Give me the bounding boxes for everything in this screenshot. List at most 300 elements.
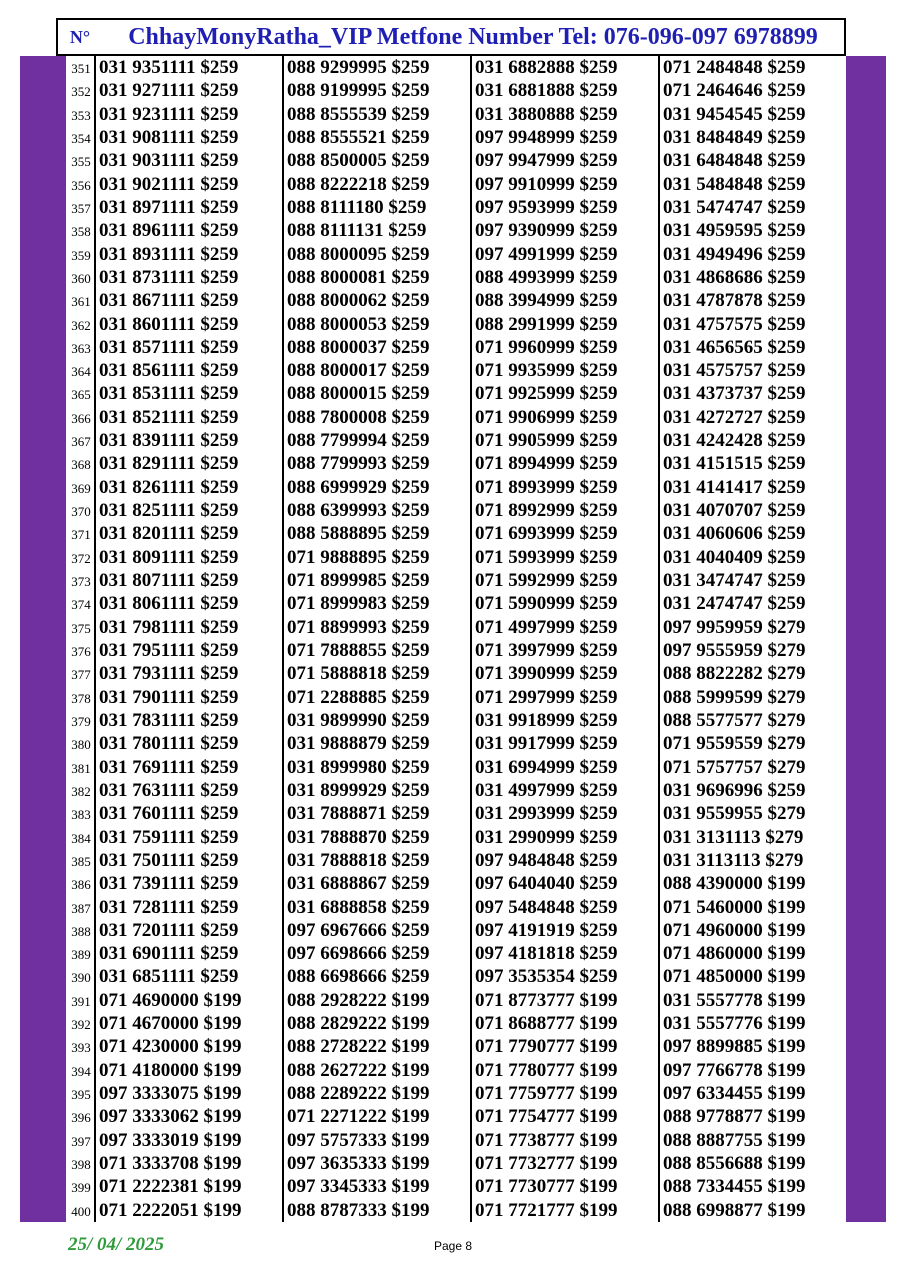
phone-number-cell: 031 5557778 $199 (663, 989, 806, 1011)
row-number: 380 (71, 737, 91, 753)
row-number: 369 (71, 480, 91, 496)
phone-number-cell: 031 9031111 $259 (99, 150, 239, 172)
row-number: 389 (71, 947, 91, 963)
phone-number-cell: 031 6888858 $259 (287, 896, 430, 918)
phone-number-cell: 031 9271111 $259 (99, 80, 239, 102)
table-row (66, 266, 846, 289)
phone-number-cell: 097 9555959 $279 (663, 640, 806, 661)
row-number: 373 (71, 574, 91, 590)
phone-number-cell: 071 2222051 $199 (99, 1199, 242, 1221)
phone-number-cell: 097 9484848 $259 (475, 849, 618, 871)
phone-number-cell: 071 9960999 $259 (475, 336, 618, 358)
phone-number-cell: 031 8971111 $259 (99, 196, 239, 218)
phone-number-cell: 031 8261111 $259 (99, 476, 239, 498)
row-number: 393 (71, 1040, 91, 1056)
phone-number-cell: 031 9454545 $259 (663, 103, 806, 125)
table-row (66, 149, 846, 172)
phone-number-cell: 031 8061111 $259 (99, 593, 239, 615)
table-row (66, 359, 846, 382)
phone-number-cell: 097 4191919 $259 (475, 919, 618, 941)
phone-number-cell: 097 9390999 $259 (475, 220, 618, 242)
column-divider (470, 56, 472, 1222)
phone-number-cell: 071 2222381 $199 (99, 1176, 242, 1198)
phone-number-cell: 097 9959959 $279 (663, 616, 806, 638)
phone-number-cell: 097 3345333 $199 (287, 1176, 430, 1198)
row-number: 358 (71, 224, 91, 240)
phone-number-cell: 071 9888895 $259 (287, 546, 430, 568)
phone-number-cell: 088 2928222 $199 (287, 989, 430, 1011)
table-row (66, 989, 846, 1012)
table-row (66, 196, 846, 219)
phone-number-cell: 088 8000015 $259 (287, 383, 430, 405)
phone-number-cell: 071 4997999 $259 (475, 616, 618, 638)
table-row (66, 686, 846, 709)
phone-number-cell: 031 8961111 $259 (99, 220, 239, 242)
phone-number-cell: 071 4860000 $199 (663, 943, 806, 965)
row-number: 364 (71, 364, 91, 380)
table-row (66, 313, 846, 336)
phone-number-cell: 071 5992999 $259 (475, 570, 618, 592)
row-number: 360 (71, 270, 91, 286)
phone-number-cell: 071 4690000 $199 (99, 989, 242, 1011)
column-divider (658, 56, 660, 1222)
row-number: 362 (71, 317, 91, 333)
phone-number-cell: 031 7888871 $259 (287, 803, 430, 825)
row-number: 363 (71, 340, 91, 356)
phone-number-cell: 097 4181818 $259 (475, 943, 618, 965)
phone-number-cell: 088 8555521 $259 (287, 126, 430, 148)
phone-number-cell: 088 7799994 $259 (287, 430, 430, 452)
phone-number-cell: 071 8999985 $259 (287, 570, 430, 592)
phone-number-cell: 031 7631111 $259 (99, 779, 239, 801)
table-row (66, 406, 846, 429)
phone-number-cell: 031 7691111 $259 (99, 756, 239, 778)
phone-number-cell: 031 3113113 $279 (663, 849, 804, 871)
phone-number-cell: 088 8822282 $279 (663, 663, 806, 685)
phone-number-cell: 031 9918999 $259 (475, 709, 618, 731)
phone-number-cell: 071 5460000 $199 (663, 896, 806, 918)
table-row (66, 1035, 846, 1058)
phone-number-cell: 031 8521111 $259 (99, 406, 239, 428)
page-title: ChhayMonyRatha_VIP Metfone Number Tel: 076-096-097 6978899 (128, 23, 818, 50)
phone-number-cell: 071 2997999 $259 (475, 686, 618, 708)
phone-number-cell: 031 8999929 $259 (287, 779, 430, 801)
phone-number-cell: 031 9081111 $259 (99, 126, 239, 148)
table-row (66, 429, 846, 452)
table-row (66, 1175, 846, 1198)
phone-number-cell: 071 7754777 $199 (475, 1106, 618, 1128)
phone-number-cell: 031 7501111 $259 (99, 849, 239, 871)
row-number: 400 (71, 1203, 91, 1219)
phone-number-cell: 088 8000053 $259 (287, 313, 430, 335)
table-row (66, 849, 846, 872)
phone-number-cell: 097 7766778 $199 (663, 1059, 806, 1081)
row-number: 374 (71, 597, 91, 613)
number-table (66, 56, 846, 1222)
phone-number-cell: 071 7888855 $259 (287, 640, 430, 661)
phone-number-cell: 031 4141417 $259 (663, 476, 806, 498)
row-number: 376 (71, 644, 91, 659)
phone-number-cell: 071 8994999 $259 (475, 453, 618, 475)
table-row (66, 546, 846, 569)
phone-number-cell: 031 8531111 $259 (99, 383, 239, 405)
row-number: 375 (71, 620, 91, 636)
phone-number-cell: 071 2464646 $259 (663, 80, 806, 102)
phone-number-cell: 031 7888818 $259 (287, 849, 430, 871)
phone-number-cell: 031 7901111 $259 (99, 686, 239, 708)
phone-number-cell: 071 7738777 $199 (475, 1129, 618, 1151)
table-row (66, 732, 846, 755)
phone-number-cell: 031 4040409 $259 (663, 546, 806, 568)
table-row (66, 289, 846, 312)
phone-number-cell: 071 7730777 $199 (475, 1176, 618, 1198)
row-number: 395 (71, 1087, 91, 1103)
column-divider (282, 56, 284, 1222)
row-number: 371 (71, 527, 91, 543)
phone-number-cell: 031 8601111 $259 (99, 313, 239, 335)
phone-number-cell: 031 8071111 $259 (99, 570, 239, 592)
row-number: 378 (71, 690, 91, 706)
phone-number-cell: 088 4993999 $259 (475, 266, 618, 288)
table-row (66, 56, 846, 79)
table-row (66, 219, 846, 242)
phone-number-cell: 088 8000081 $259 (287, 266, 430, 288)
phone-number-cell: 097 6698666 $259 (287, 943, 430, 965)
phone-number-cell: 088 6999929 $259 (287, 476, 430, 498)
phone-number-cell: 097 3333075 $199 (99, 1083, 242, 1105)
phone-number-cell: 088 2829222 $199 (287, 1013, 430, 1035)
phone-number-cell: 031 8091111 $259 (99, 546, 239, 568)
row-number: 367 (71, 434, 91, 450)
phone-number-cell: 031 6994999 $259 (475, 756, 618, 778)
phone-number-cell: 097 6967666 $259 (287, 919, 430, 941)
table-row (66, 1199, 846, 1222)
phone-number-cell: 071 5993999 $259 (475, 546, 618, 568)
row-number: 398 (71, 1157, 91, 1173)
phone-number-cell: 088 8000062 $259 (287, 290, 430, 312)
phone-number-cell: 071 9906999 $259 (475, 406, 618, 428)
table-row (66, 756, 846, 779)
phone-number-cell: 071 7721777 $199 (475, 1199, 618, 1221)
phone-number-cell: 031 8201111 $259 (99, 523, 239, 545)
table-row (66, 965, 846, 988)
column-divider (94, 56, 96, 1222)
table-row (66, 499, 846, 522)
phone-number-cell: 088 2627222 $199 (287, 1059, 430, 1081)
phone-number-cell: 031 9351111 $259 (99, 57, 239, 78)
phone-number-cell: 031 6888867 $259 (287, 873, 430, 895)
number-symbol: N° (69, 26, 91, 47)
phone-number-cell: 031 5484848 $259 (663, 173, 806, 195)
phone-number-cell: 088 8887755 $199 (663, 1129, 806, 1151)
phone-number-cell: 031 2474747 $259 (663, 593, 806, 615)
phone-number-cell: 031 7601111 $259 (99, 803, 239, 825)
phone-number-cell: 031 8484849 $259 (663, 126, 806, 148)
phone-number-cell: 071 5990999 $259 (475, 593, 618, 615)
page-number: Page 8 (434, 1239, 473, 1253)
row-number: 392 (71, 1017, 91, 1033)
row-number: 396 (71, 1110, 91, 1126)
phone-number-cell: 071 9559559 $279 (663, 733, 806, 755)
table-row (66, 592, 846, 615)
phone-number-cell: 031 4575757 $259 (663, 360, 806, 382)
phone-number-cell: 031 9231111 $259 (99, 103, 239, 125)
row-number: 359 (71, 247, 91, 263)
row-number: 382 (71, 783, 91, 799)
row-number: 390 (71, 970, 91, 986)
row-number: 394 (71, 1063, 91, 1079)
phone-number-cell: 031 7801111 $259 (99, 733, 239, 755)
phone-number-cell: 088 6998877 $199 (663, 1199, 806, 1221)
phone-number-cell: 071 8993999 $259 (475, 476, 618, 498)
row-number: 352 (71, 84, 91, 100)
row-number: 381 (71, 760, 91, 776)
phone-number-cell: 031 8731111 $259 (99, 266, 239, 288)
table-row (66, 1059, 846, 1082)
phone-number-cell: 097 9910999 $259 (475, 173, 618, 195)
table-row (66, 942, 846, 965)
phone-number-cell: 097 3535354 $259 (475, 966, 618, 988)
row-number: 368 (71, 457, 91, 473)
phone-number-cell: 071 4850000 $199 (663, 966, 806, 988)
table-row (66, 476, 846, 499)
phone-number-cell: 088 8222218 $259 (287, 173, 430, 195)
row-number: 361 (71, 294, 91, 310)
phone-number-cell: 088 7799993 $259 (287, 453, 430, 475)
phone-number-cell: 071 6993999 $259 (475, 523, 618, 545)
phone-number-cell: 071 2484848 $259 (663, 57, 806, 78)
row-number: 353 (71, 107, 91, 123)
phone-number-cell: 031 6882888 $259 (475, 57, 618, 78)
table-row (66, 639, 846, 662)
phone-number-cell: 071 8899993 $259 (287, 616, 430, 638)
phone-number-cell: 031 4959595 $259 (663, 220, 806, 242)
phone-number-cell: 031 8391111 $259 (99, 430, 239, 452)
phone-number-cell: 031 8931111 $259 (99, 243, 239, 265)
phone-number-cell: 031 4060606 $259 (663, 523, 806, 545)
phone-number-cell: 088 5999599 $279 (663, 686, 806, 708)
row-number: 391 (71, 993, 91, 1009)
phone-number-cell: 097 9948999 $259 (475, 126, 618, 148)
phone-number-cell: 088 8556688 $199 (663, 1153, 806, 1175)
row-number: 366 (71, 410, 91, 426)
phone-number-cell: 088 3994999 $259 (475, 290, 618, 312)
phone-number-cell: 071 2271222 $199 (287, 1106, 430, 1128)
phone-number-cell: 031 3131113 $279 (663, 826, 804, 848)
phone-number-cell: 031 2990999 $259 (475, 826, 618, 848)
phone-number-cell: 031 8999980 $259 (287, 756, 430, 778)
phone-number-cell: 031 9888879 $259 (287, 733, 430, 755)
phone-number-cell: 071 2288885 $259 (287, 686, 430, 708)
phone-number-cell: 031 9559955 $279 (663, 803, 806, 825)
row-number: 357 (71, 200, 91, 216)
phone-number-cell: 031 3474747 $259 (663, 570, 806, 592)
table-row (66, 1152, 846, 1175)
footer-date: 25/ 04/ 2025 (68, 1234, 165, 1255)
phone-number-cell: 097 5757333 $199 (287, 1129, 430, 1151)
phone-number-cell: 097 5484848 $259 (475, 896, 618, 918)
phone-number-cell: 088 7334455 $199 (663, 1176, 806, 1198)
phone-number-cell: 088 8555539 $259 (287, 103, 430, 125)
phone-number-cell: 031 5474747 $259 (663, 196, 806, 218)
phone-number-cell: 071 9905999 $259 (475, 430, 618, 452)
phone-number-cell: 031 6484848 $259 (663, 150, 806, 172)
phone-number-cell: 088 4390000 $199 (663, 873, 806, 895)
table-row (66, 126, 846, 149)
phone-number-cell: 088 2991999 $259 (475, 313, 618, 335)
phone-number-cell: 071 4960000 $199 (663, 919, 806, 941)
table-row (66, 709, 846, 732)
phone-number-cell: 071 7790777 $199 (475, 1036, 618, 1058)
phone-number-cell: 097 9947999 $259 (475, 150, 618, 172)
phone-number-cell: 071 9935999 $259 (475, 360, 618, 382)
phone-number-cell: 031 6881888 $259 (475, 80, 618, 102)
table-row (66, 382, 846, 405)
row-number: 386 (71, 877, 91, 893)
phone-number-cell: 088 8787333 $199 (287, 1199, 430, 1221)
phone-number-cell: 071 7780777 $199 (475, 1059, 618, 1081)
phone-number-cell: 097 3333019 $199 (99, 1129, 242, 1151)
phone-number-cell: 031 9021111 $259 (99, 173, 239, 195)
table-row (66, 662, 846, 685)
phone-number-cell: 031 4373737 $259 (663, 383, 806, 405)
phone-number-cell: 031 3880888 $259 (475, 103, 618, 125)
row-number: 388 (71, 923, 91, 939)
phone-number-cell: 071 5757757 $279 (663, 756, 806, 778)
phone-number-cell: 088 5577577 $279 (663, 709, 806, 731)
phone-number-cell: 031 4868686 $259 (663, 266, 806, 288)
phone-number-cell: 088 7800008 $259 (287, 406, 430, 428)
row-number: 355 (71, 154, 91, 170)
phone-number-cell: 088 8000017 $259 (287, 360, 430, 382)
phone-number-cell: 071 4180000 $199 (99, 1059, 242, 1081)
header-bar (56, 18, 846, 56)
phone-number-cell: 031 5557776 $199 (663, 1013, 806, 1035)
row-number: 399 (71, 1180, 91, 1196)
phone-number-cell: 097 8899885 $199 (663, 1036, 806, 1058)
phone-number-cell: 031 6901111 $259 (99, 943, 239, 965)
phone-number-cell: 071 8999983 $259 (287, 593, 430, 615)
phone-number-cell: 031 7831111 $259 (99, 709, 239, 731)
phone-number-cell: 097 6404040 $259 (475, 873, 618, 895)
table-row (66, 1012, 846, 1035)
table-row (66, 452, 846, 475)
phone-number-cell: 088 9778877 $199 (663, 1106, 806, 1128)
phone-number-cell: 088 8111131 $259 (287, 220, 427, 242)
row-number: 377 (71, 667, 91, 683)
phone-number-cell: 031 7888870 $259 (287, 826, 430, 848)
phone-number-cell: 071 3333708 $199 (99, 1153, 242, 1175)
row-number: 387 (71, 900, 91, 916)
table-row (66, 569, 846, 592)
table-row (66, 872, 846, 895)
row-number: 379 (71, 713, 91, 729)
row-number: 384 (71, 830, 91, 846)
phone-number-cell: 071 4230000 $199 (99, 1036, 242, 1058)
row-number: 372 (71, 550, 91, 566)
phone-number-cell: 031 8251111 $259 (99, 500, 239, 522)
phone-number-cell: 088 2728222 $199 (287, 1036, 430, 1058)
phone-number-cell: 088 5888895 $259 (287, 523, 430, 545)
table-row (66, 243, 846, 266)
row-number: 354 (71, 130, 91, 146)
row-number: 397 (71, 1133, 91, 1149)
phone-number-cell: 088 8000037 $259 (287, 336, 430, 358)
table-row (66, 1082, 846, 1105)
phone-number-cell: 031 8291111 $259 (99, 453, 239, 475)
phone-number-cell: 088 9199995 $259 (287, 80, 430, 102)
phone-number-cell: 031 2993999 $259 (475, 803, 618, 825)
phone-number-cell: 031 4070707 $259 (663, 500, 806, 522)
phone-number-cell: 071 8992999 $259 (475, 500, 618, 522)
table-row (66, 896, 846, 919)
phone-number-cell: 071 3990999 $259 (475, 663, 618, 685)
row-number: 365 (71, 387, 91, 403)
row-number: 370 (71, 504, 91, 520)
phone-number-cell: 088 8111180 $259 (287, 196, 427, 218)
phone-number-cell: 088 6698666 $259 (287, 966, 430, 988)
phone-number-cell: 031 4757575 $259 (663, 313, 806, 335)
phone-number-cell: 031 4997999 $259 (475, 779, 618, 801)
phone-number-cell: 031 8671111 $259 (99, 290, 239, 312)
phone-number-cell: 088 2289222 $199 (287, 1083, 430, 1105)
phone-number-cell: 088 8500005 $259 (287, 150, 430, 172)
table-row (66, 779, 846, 802)
phone-number-cell: 031 7281111 $259 (99, 896, 239, 918)
table-row (66, 522, 846, 545)
row-number: 385 (71, 853, 91, 869)
table-row (66, 103, 846, 126)
phone-number-cell: 071 3997999 $259 (475, 640, 618, 661)
phone-number-cell: 088 8000095 $259 (287, 243, 430, 265)
phone-number-cell: 097 6334455 $199 (663, 1083, 806, 1105)
table-row (66, 173, 846, 196)
row-number: 351 (71, 61, 91, 76)
phone-number-cell: 071 7759777 $199 (475, 1083, 618, 1105)
phone-number-cell: 097 4991999 $259 (475, 243, 618, 265)
phone-number-cell: 031 4151515 $259 (663, 453, 806, 475)
phone-number-cell: 097 3635333 $199 (287, 1153, 430, 1175)
phone-number-cell: 031 9917999 $259 (475, 733, 618, 755)
phone-number-cell: 031 9899990 $259 (287, 709, 430, 731)
table-row (66, 1129, 846, 1152)
phone-number-cell: 031 4787878 $259 (663, 290, 806, 312)
phone-number-cell: 031 4949496 $259 (663, 243, 806, 265)
row-number: 356 (71, 177, 91, 193)
table-row (66, 802, 846, 825)
table-row (66, 919, 846, 942)
phone-number-cell: 031 4272727 $259 (663, 406, 806, 428)
phone-number-cell: 031 9696996 $259 (663, 779, 806, 801)
phone-number-cell: 031 7591111 $259 (99, 826, 239, 848)
phone-number-cell: 031 4656565 $259 (663, 336, 806, 358)
phone-number-cell: 097 9593999 $259 (475, 196, 618, 218)
phone-number-cell: 071 4670000 $199 (99, 1013, 242, 1035)
table-row (66, 79, 846, 102)
phone-number-cell: 071 5888818 $259 (287, 663, 430, 685)
phone-number-cell: 031 7931111 $259 (99, 663, 239, 685)
phone-number-cell: 031 7981111 $259 (99, 616, 239, 638)
phone-number-cell: 071 8773777 $199 (475, 989, 618, 1011)
phone-number-cell: 031 7951111 $259 (99, 640, 239, 661)
row-number: 383 (71, 807, 91, 823)
phone-number-cell: 031 8561111 $259 (99, 360, 239, 382)
phone-number-cell: 031 6851111 $259 (99, 966, 239, 988)
phone-number-cell: 088 9299995 $259 (287, 57, 430, 78)
table-row (66, 1105, 846, 1128)
phone-number-cell: 031 8571111 $259 (99, 336, 239, 358)
phone-number-cell: 031 7391111 $259 (99, 873, 239, 895)
